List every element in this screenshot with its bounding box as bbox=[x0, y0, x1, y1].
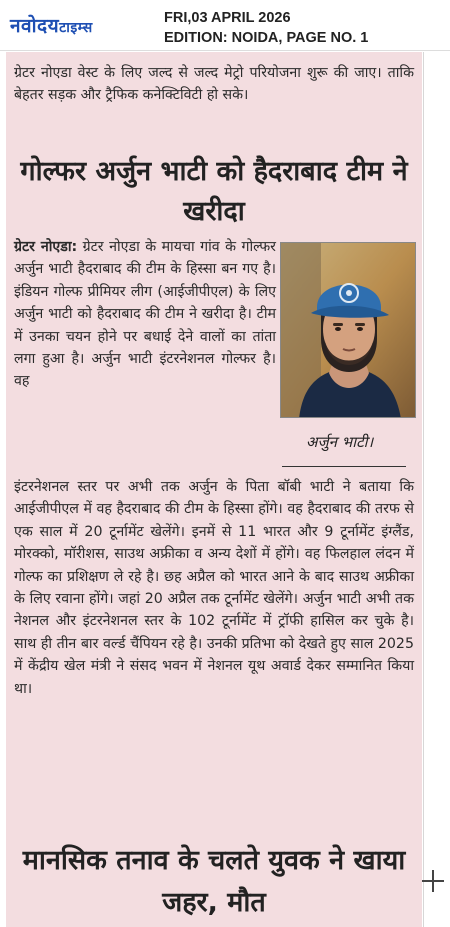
article-column-text bbox=[14, 236, 276, 393]
previous-article-tail: ग्रेटर नोएडा वेस्ट के लिए जल्द से जल्द मेट्रो परियोजना शुरू की जाए। ताकि बेहतर सड़क और ट्रैफिक कनेक्टिविटी हो सके। bbox=[14, 65, 414, 104]
article-headline: गोल्फर अर्जुन भाटी को हैदराबाद टीम ने खरीदा bbox=[20, 156, 408, 227]
edition-page: EDITION: NOIDA, PAGE NO. 1 bbox=[164, 30, 369, 46]
masthead-divider bbox=[0, 50, 450, 51]
edition-info bbox=[164, 8, 368, 48]
article-body-text: इंटरनेशनल स्तर पर अभी तक अर्जुन के पिता बॉबी भाटी ने बताया कि आईजीपीएल में वह हैदराबाद की टीम के हिस्सा होंगे। वह हैदराबाद की तरफ से एक साल में 20 टूर्नामेंट खेलेंगे। इनमें से 11 भारत और 9 टूर्नामेंट इंग्लैंड, मोरक्को, मॉरीशस, साउथ अफ्रीका व अन्य देशों में होंगे। वह फिलहाल लंदन में गोल्फ का प्रशिक्षण ले रहे है। छह अप्रैल को भारत आने के बाद साउथ अफ्रीका के लिए रवाना होंगे। जहां 20 अप्रैल तक टूर्नामेंट खेलेंगे। अर्जुन भाटी अभी तक नेशनल और इंटरनेशनल स्तर के 102 टूर्नामेंट में ट्रॉफी हासिल कर चुके है। साथ ही तीन बार वर्ल्ड चैंपियन रहे है। उनकी प्रतिभा को देखते हुए साल 2025 में केंद्रीय खेल मंत्री ने संसद भवन में नेशनल यूथ अवार्ड देकर सम्मानित किया था। bbox=[14, 479, 414, 697]
article-dateline: ग्रेटर नोएडा: bbox=[14, 239, 78, 255]
article-column-body: ग्रेटर नोएडा के मायचा गांव के गोल्फर अर्जुन भाटी हैदराबाद की टीम के हिस्सा बन गए है। इंडियन गोल्फ प्रीमियर लीग (आईजीपीएल) के लिए अर्जुन भाटी को हैदराबाद की टीम ने खरीदा है। टीम में उनका चयन होने पर बधाई देने वालों का तांता लगा हुआ है। अर्जुन भाटी इंटरनेशनल गोल्फर है। वह bbox=[14, 239, 276, 390]
photo-caption: अर्जुन भाटी। bbox=[306, 433, 374, 451]
masthead bbox=[0, 0, 450, 50]
newspaper-logo[interactable] bbox=[10, 12, 93, 38]
next-article-headline: मानसिक तनाव के चलते युवक ने खाया जहर, मौत bbox=[22, 845, 406, 918]
caption-divider bbox=[282, 466, 406, 467]
clipping-border bbox=[423, 52, 424, 927]
page-margin bbox=[422, 52, 450, 927]
logo-sub-text: टाइम्स bbox=[59, 20, 93, 36]
golfer-photo bbox=[280, 242, 416, 418]
golfer-portrait-illustration bbox=[281, 243, 416, 418]
issue-date: FRI,03 APRIL 2026 bbox=[164, 10, 291, 26]
zoom-crosshair-icon[interactable] bbox=[422, 870, 444, 892]
newspaper-clipping bbox=[6, 52, 422, 927]
logo-main-text: नवोदय bbox=[10, 15, 60, 37]
